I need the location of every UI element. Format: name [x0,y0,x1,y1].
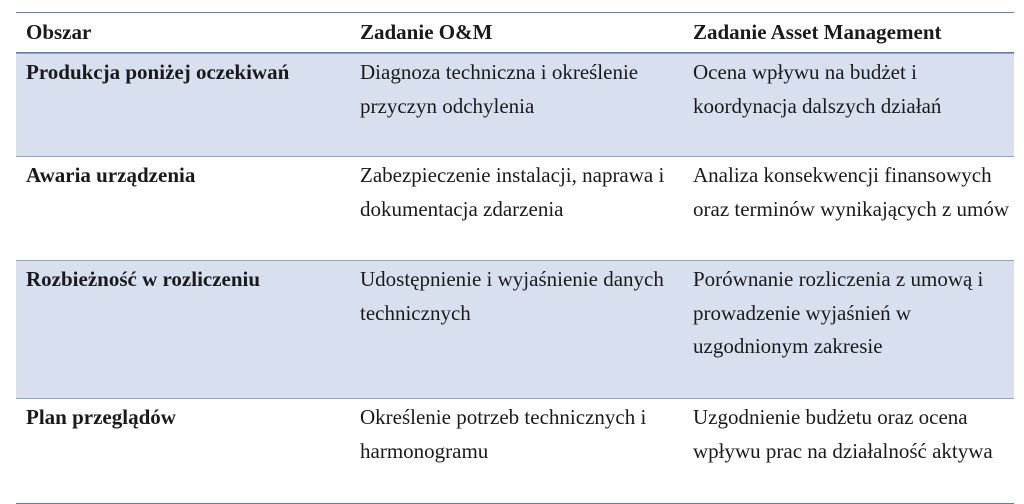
header-area: Obszar [26,20,92,44]
table-header-row [16,13,1014,53]
row-om-task-cell: Określenie potrzeb technicznych i harmonogramu [360,405,647,463]
row-om-task-cell: Diagnoza techniczna i określenie przyczyn odchylenia [360,60,639,118]
table-row [16,398,1014,503]
table-row [16,260,1014,398]
row-area-cell: Rozbieżność w rozliczeniu [26,267,261,291]
row-am-task-cell: Analiza konsekwencji finansowych oraz terminów wynikających z umów [693,163,1010,221]
table-row [16,156,1014,260]
responsibility-table [16,12,1014,504]
header-am-task: Zadanie Asset Management [693,20,942,44]
row-am-task-cell: Porównanie rozliczenia z umową i prowadzenie wyjaśnień w uzgodnionym zakresie [693,267,984,358]
table-row [16,53,1014,156]
row-om-task-cell: Zabezpieczenie instalacji, naprawa i dokumentacja zdarzenia [360,163,665,221]
row-am-task-cell: Ocena wpływu na budżet i koordynacja dalszych działań [693,60,942,118]
row-area-cell: Plan przeglądów [26,405,176,429]
row-area-cell: Awaria urządzenia [26,163,196,187]
row-om-task-cell: Udostępnienie i wyjaśnienie danych technicznych [360,267,664,325]
row-area-cell: Produkcja poniżej oczekiwań [26,60,290,84]
row-am-task-cell: Uzgodnienie budżetu oraz ocena wpływu prac na działalność aktywa [693,405,993,463]
header-om-task: Zadanie O&M [360,20,493,44]
